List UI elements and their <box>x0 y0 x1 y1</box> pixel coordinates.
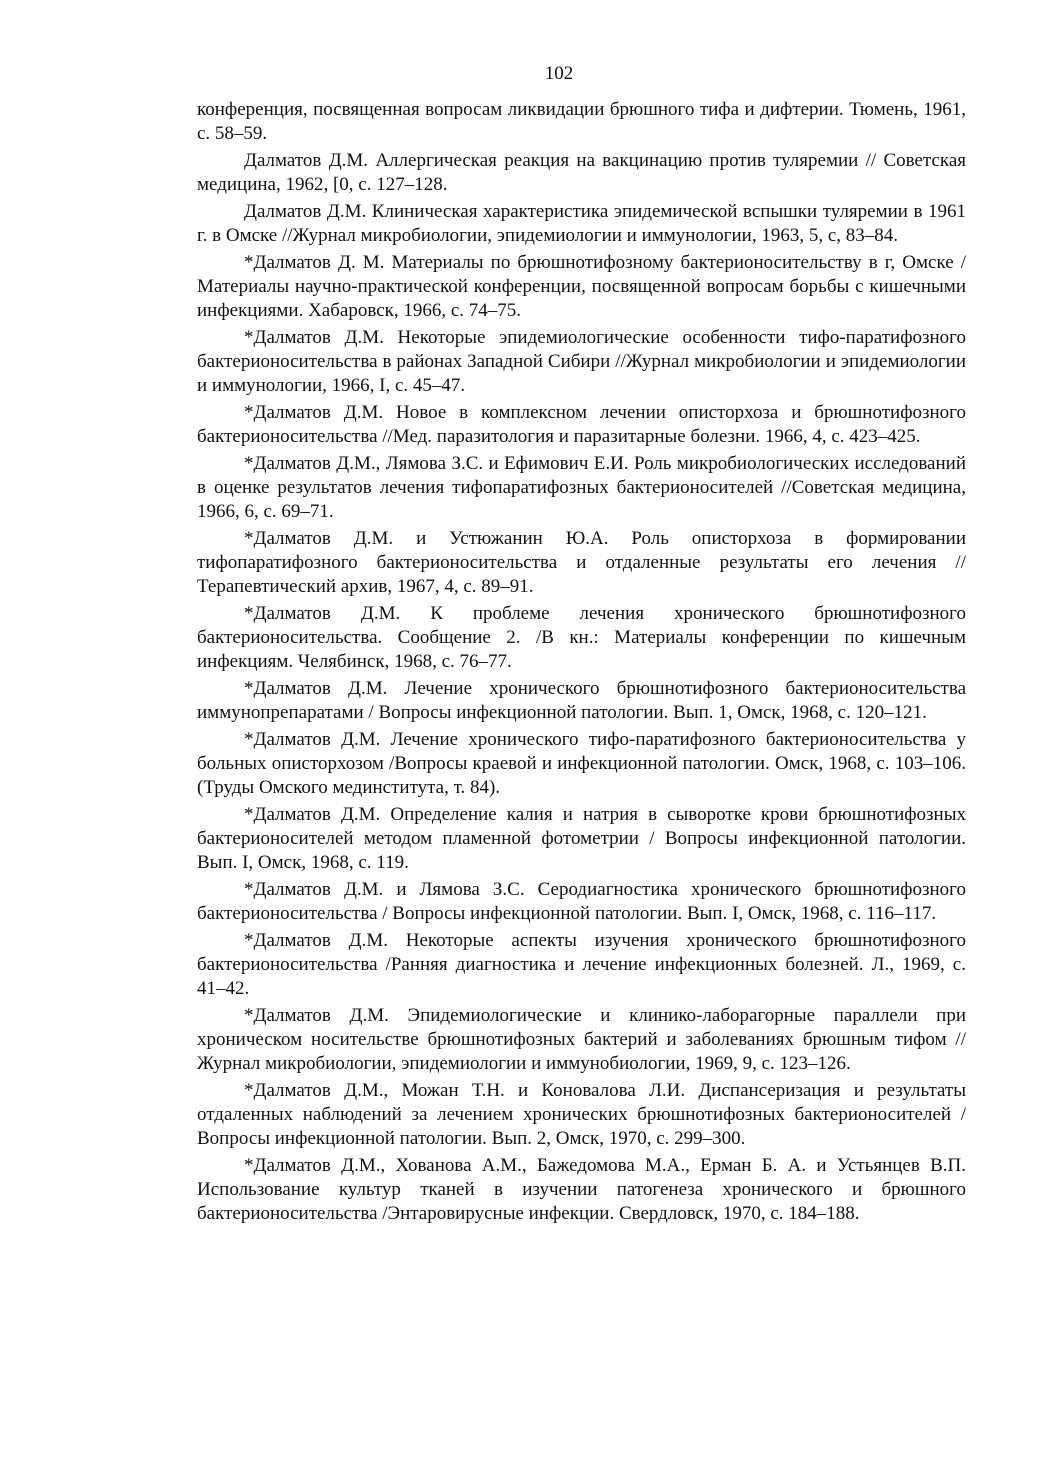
reference-entry: *Далматов Д.М. Определение калия и натрия в сыворотке крови брюшнотифозных бактерионосителей методом пламенной фотометрии / Вопросы инфекционной патологии. Вып. I, Омск, 1968, с. 119. <box>197 804 966 873</box>
reference-entry: *Далматов Д.М. Лечение хронического тифо-паратифозного бактерионосительства у больных описторхозом /Вопросы краевой и инфекционной патологии. Омск, 1968, с. 103–106. (Труды Омского мединститута, т. 84). <box>197 729 966 798</box>
reference-entry: *Далматов Д.М. Эпидемиологические и клинико-лаборагорные параллели при хроническом носительстве брюшнотифозных бактерий и заболеваниях брюшным тифом //Журнал микробиологии, эпидемиологии и иммунобиологии, 1969, 9, с. 123–126. <box>197 1005 966 1074</box>
reference-entry: *Далматов Д.М., Можан Т.Н. и Коновалова Л.И. Диспансеризация и результаты отдаленных наблюдений за лечением хронических брюшнотифозных бактерионосителей /Вопросы инфекционной патологии. Вып. 2, Омск, 1970, с. 299–300. <box>197 1080 966 1149</box>
reference-entry: *Далматов Д.М., Хованова А.М., Бажедомова М.А., Ерман Б. А. и Устьянцев В.П. Использование культур тканей в изучении патогенеза хронического и брюшного бактерионосительства /Энтаровирусные инфекции. Свердловск, 1970, с. 184–188. <box>197 1155 966 1224</box>
reference-list <box>197 98 966 1229</box>
reference-entry: *Далматов Д.М. Некоторые аспекты изучения хронического брюшнотифозного бактерионосительства /Ранняя диагностика и лечение инфекционных болезней. Л., 1969, с. 41–42. <box>197 930 966 999</box>
reference-entry: *Далматов Д.М. и Лямова З.С. Серодиагностика хронического брюшнотифозного бактерионосительства / Вопросы инфекционной патологии. Вып. I, Омск, 1968, с. 116–117. <box>197 879 966 924</box>
reference-entry: *Далматов Д.М. К проблеме лечения хронического брюшнотифозного бактерионосительства. Сообщение 2. /В кн.: Материалы конференции по кишечным инфекциям. Челябинск, 1968, с. 76–77. <box>197 603 966 672</box>
reference-entry: Далматов Д.М. Аллергическая реакция на вакцинацию против туляремии // Советская медицина, 1962, [0, с. 127–128. <box>197 150 966 195</box>
reference-entry: *Далматов Д.М. и Устюжанин Ю.А. Роль описторхоза в формировании тифопаратифозного бактерионосительства и отдаленные результаты его лечения // Терапевтический архив, 1967, 4, с. 89–91. <box>197 528 966 597</box>
reference-entry: *Далматов Д.М., Лямова З.С. и Ефимович Е.И. Роль микробиологических исследований в оценке результатов лечения тифопаратифозных бактерионосителей //Советская медицина, 1966, 6, с. 69–71. <box>197 453 966 522</box>
reference-entry: *Далматов Д.М. Некоторые эпидемиологические особенности тифо-паратифозного бактерионосительства в районах Западной Сибири //Журнал микробиологии и эпидемиологии и иммунологии, 1966, I, с. 45–47. <box>197 327 966 396</box>
reference-entry: конференция, посвященная вопросам ликвидации брюшного тифа и дифтерии. Тюмень, 1961, с. 58–59. <box>197 99 966 144</box>
reference-entry: Далматов Д.М. Клиническая характеристика эпидемической вспышки туляремии в 1961 г. в Омске //Журнал микробиологии, эпидемиологии и иммунологии, 1963, 5, с, 83–84. <box>197 201 966 246</box>
reference-entry: *Далматов Д. М. Материалы по брюшнотифозному бактерионосительству в г, Омске /Материалы научно-практической конференции, посвященной вопросам борьбы с кишечными инфекциями. Хабаровск, 1966, с. 74–75. <box>197 252 966 321</box>
page-number: 102 <box>544 63 574 84</box>
reference-entry: *Далматов Д.М. Лечение хронического брюшнотифозного бактерионосительства иммунопрепаратами / Вопросы инфекционной патологии. Вып. 1, Омск, 1968, с. 120–121. <box>197 678 966 723</box>
reference-entry: *Далматов Д.М. Новое в комплексном лечении описторхоза и брюшнотифозного бактерионосительства //Мед. паразитология и паразитарные болезни. 1966, 4, с. 423–425. <box>197 402 966 447</box>
